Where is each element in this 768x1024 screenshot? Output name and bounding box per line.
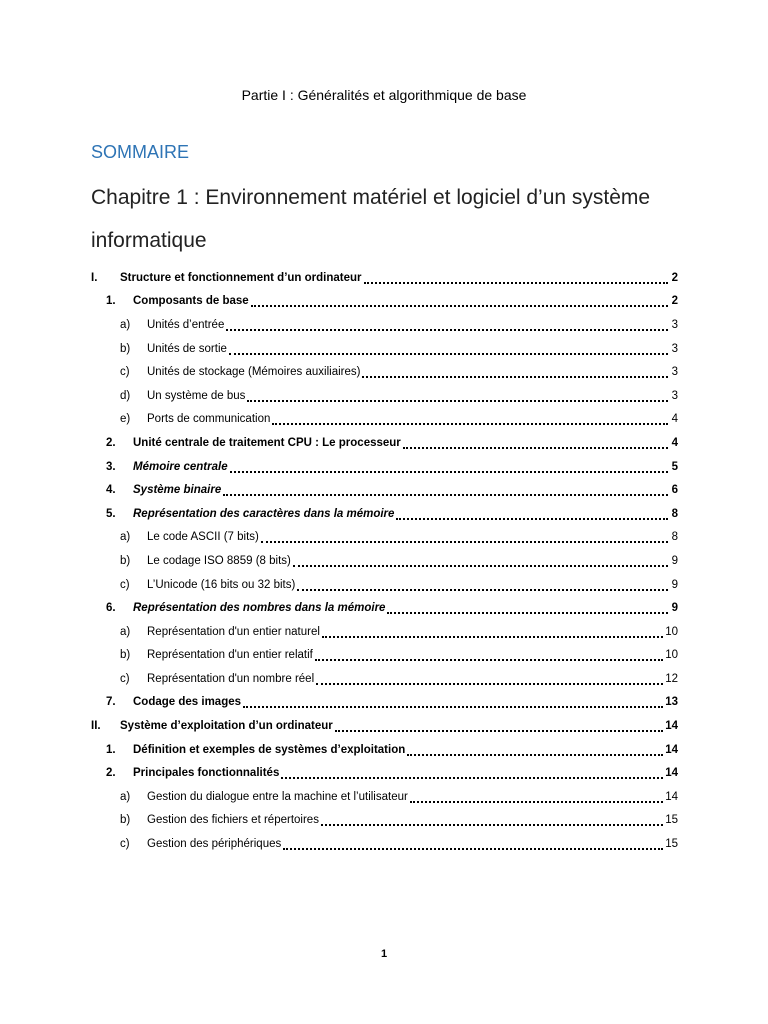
toc-entry[interactable] (91, 714, 678, 738)
toc-entry-page: 10 (665, 625, 678, 638)
toc-entry-number: c) (120, 578, 130, 591)
toc-entry-page: 14 (665, 720, 678, 733)
toc-entry[interactable] (91, 337, 678, 361)
part-title: Partie I : Généralités et algorithmique de base (241, 87, 527, 103)
toc-dot-leader (297, 577, 668, 591)
toc-entry[interactable] (91, 455, 678, 479)
toc-entry-title: Représentation des caractères dans la mémoire (133, 507, 395, 520)
toc-entry[interactable] (91, 313, 678, 337)
toc-entry-title: Unités d’entrée (147, 318, 225, 331)
toc-dot-leader (283, 836, 663, 850)
toc-entry-number: c) (120, 672, 130, 685)
toc-entry-title: Gestion des périphériques (147, 838, 282, 851)
toc-entry[interactable] (91, 620, 678, 644)
toc-dot-leader (229, 341, 668, 355)
toc-entry[interactable] (91, 573, 678, 597)
toc-dot-leader (226, 317, 668, 331)
toc-entry-title: Représentation d'un nombre réel (147, 672, 315, 685)
toc-entry[interactable] (91, 290, 678, 314)
toc-dot-leader (396, 506, 668, 520)
toc-entry-number: 6. (106, 602, 116, 615)
table-of-contents (91, 266, 678, 856)
toc-entry-title: Ports de communication (147, 413, 271, 426)
toc-entry-page: 10 (665, 649, 678, 662)
toc-entry-number: c) (120, 366, 130, 379)
toc-entry-number: a) (120, 531, 131, 544)
toc-dot-leader (322, 624, 663, 638)
chapter-title: Chapitre 1 : Environnement matériel et logiciel d’un système informatique (91, 186, 651, 252)
page-number: 1 (380, 948, 388, 960)
toc-entry-page: 9 (671, 578, 678, 591)
toc-entry-number: II. (91, 720, 101, 733)
toc-entry[interactable] (91, 266, 678, 290)
toc-entry-title: Unité centrale de traitement CPU : Le processeur (133, 436, 401, 449)
toc-entry-title: Codage des images (133, 696, 242, 709)
toc-entry[interactable] (91, 691, 678, 715)
toc-entry-number: e) (120, 413, 131, 426)
toc-entry-page: 13 (665, 696, 678, 709)
toc-dot-leader (362, 364, 668, 378)
toc-entry-page: 9 (671, 602, 678, 615)
toc-entry-number: 1. (106, 743, 116, 756)
toc-entry-number: 4. (106, 484, 116, 497)
toc-entry-page: 14 (665, 767, 678, 780)
toc-entry-number: a) (120, 318, 131, 331)
toc-entry-page: 8 (671, 531, 678, 544)
toc-entry-number: c) (120, 838, 130, 851)
toc-entry-page: 9 (671, 554, 678, 567)
toc-entry[interactable] (91, 809, 678, 833)
toc-entry-number: 3. (106, 460, 116, 473)
toc-entry-page: 4 (671, 436, 678, 449)
toc-entry-title: Unités de sortie (147, 342, 227, 355)
toc-entry-title: Gestion du dialogue entre la machine et l’utilisateur (147, 790, 408, 803)
toc-entry[interactable] (91, 832, 678, 856)
toc-dot-leader (272, 411, 668, 425)
toc-entry[interactable] (91, 431, 678, 455)
toc-entry-page: 6 (671, 484, 678, 497)
toc-entry-number: a) (120, 790, 131, 803)
toc-entry[interactable] (91, 761, 678, 785)
toc-entry-number: 2. (106, 436, 116, 449)
toc-entry-title: Le codage ISO 8859 (8 bits) (147, 554, 291, 567)
toc-entry[interactable] (91, 596, 678, 620)
toc-dot-leader (230, 459, 668, 473)
toc-entry-title: Un système de bus (147, 389, 246, 402)
toc-entry-page: 2 (671, 295, 678, 308)
toc-entry[interactable] (91, 785, 678, 809)
toc-entry-page: 4 (671, 413, 678, 426)
toc-entry-page: 5 (671, 460, 678, 473)
toc-entry-page: 15 (665, 814, 678, 827)
toc-dot-leader (321, 812, 663, 826)
toc-entry[interactable] (91, 408, 678, 432)
toc-entry-page: 3 (671, 366, 678, 379)
toc-entry-title: Représentation des nombres dans la mémoire (133, 602, 386, 615)
toc-entry-title: Structure et fonctionnement d’un ordinateur (120, 271, 362, 284)
toc-entry-title: Représentation d'un entier naturel (147, 625, 320, 638)
toc-entry-page: 14 (665, 790, 678, 803)
toc-entry-number: b) (120, 649, 131, 662)
toc-entry-page: 3 (671, 342, 678, 355)
toc-entry-page: 2 (671, 271, 678, 284)
toc-entry-page: 8 (671, 507, 678, 520)
toc-entry-page: 14 (665, 743, 678, 756)
toc-entry-page: 15 (665, 838, 678, 851)
toc-entry[interactable] (91, 667, 678, 691)
toc-dot-leader (364, 270, 668, 284)
toc-dot-leader (407, 742, 663, 756)
toc-dot-leader (281, 765, 663, 779)
toc-entry-number: 5. (106, 507, 116, 520)
sommaire-heading: SOMMAIRE (91, 142, 190, 162)
toc-entry-title: Gestion des fichiers et répertoires (147, 814, 319, 827)
toc-entry-number: b) (120, 814, 131, 827)
toc-entry-number: d) (120, 389, 131, 402)
toc-entry[interactable] (91, 549, 678, 573)
toc-entry-title: Unités de stockage (Mémoires auxiliaires) (147, 366, 361, 379)
toc-entry[interactable] (91, 644, 678, 668)
toc-entry-number: 7. (106, 696, 116, 709)
toc-dot-leader (247, 388, 668, 402)
toc-entry-number: a) (120, 625, 131, 638)
toc-entry-page: 12 (665, 672, 678, 685)
toc-dot-leader (251, 293, 668, 307)
toc-entry-number: 2. (106, 767, 116, 780)
toc-entry-page: 3 (671, 318, 678, 331)
toc-entry-title: L’Unicode (16 bits ou 32 bits) (147, 578, 296, 591)
toc-entry-number: I. (91, 271, 98, 284)
toc-dot-leader (293, 553, 668, 567)
toc-entry-title: Composants de base (133, 295, 249, 308)
toc-entry-title: Le code ASCII (7 bits) (147, 531, 259, 544)
toc-entry[interactable] (91, 384, 678, 408)
toc-dot-leader (410, 789, 663, 803)
toc-dot-leader (223, 482, 668, 496)
toc-entry-title: Mémoire centrale (133, 460, 228, 473)
toc-entry[interactable] (91, 360, 678, 384)
toc-entry[interactable] (91, 526, 678, 550)
toc-entry-number: b) (120, 342, 131, 355)
toc-entry-title: Système binaire (133, 484, 222, 497)
toc-dot-leader (243, 694, 663, 708)
toc-dot-leader (316, 671, 663, 685)
toc-dot-leader (335, 718, 663, 732)
toc-entry-number: 1. (106, 295, 116, 308)
toc-dot-leader (387, 600, 668, 614)
toc-entry[interactable] (91, 738, 678, 762)
toc-entry-number: b) (120, 554, 131, 567)
toc-dot-leader (403, 435, 668, 449)
toc-entry-page: 3 (671, 389, 678, 402)
toc-entry[interactable] (91, 478, 678, 502)
toc-entry-title: Représentation d'un entier relatif (147, 649, 313, 662)
toc-entry[interactable] (91, 502, 678, 526)
toc-dot-leader (261, 529, 668, 543)
toc-entry-title: Définition et exemples de systèmes d’exploitation (133, 743, 406, 756)
toc-entry-title: Principales fonctionnalités (133, 767, 280, 780)
toc-dot-leader (315, 647, 663, 661)
toc-entry-title: Système d’exploitation d’un ordinateur (120, 720, 333, 733)
